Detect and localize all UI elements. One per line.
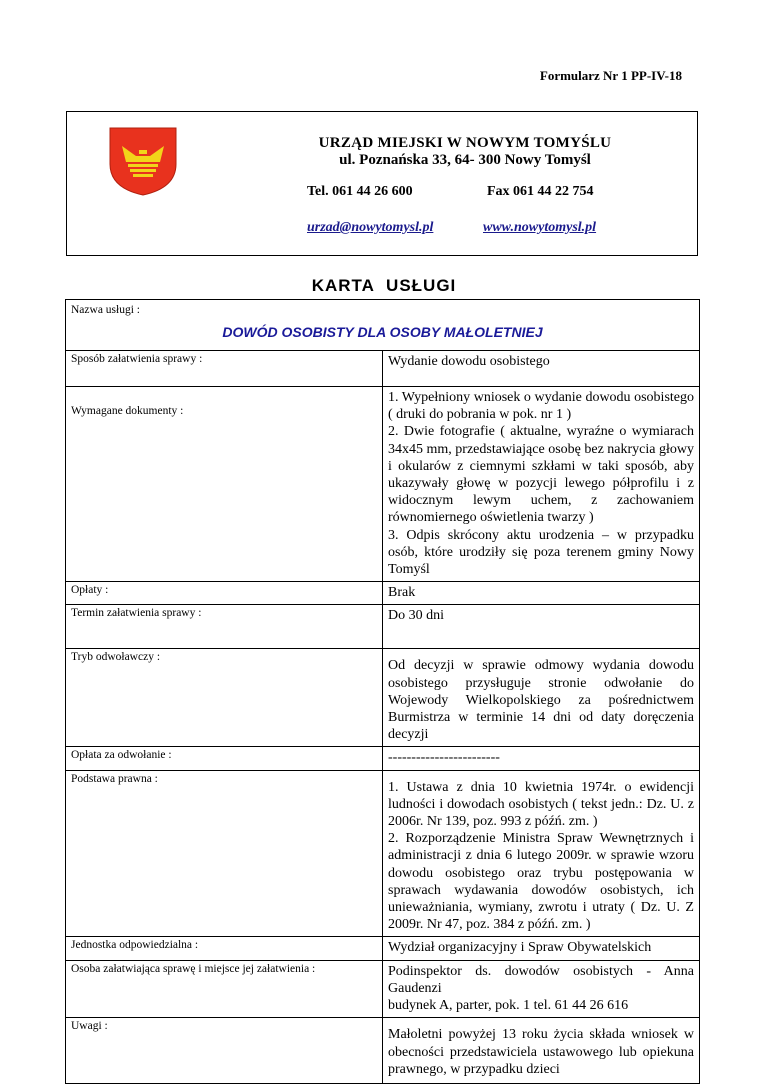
row-label: Jednostka odpowiedzialna : bbox=[66, 937, 383, 960]
row-label: Tryb odwoławczy : bbox=[66, 649, 383, 747]
table-row bbox=[66, 1018, 700, 1084]
office-address: ul. Poznańska 33, 64- 300 Nowy Tomyśl bbox=[339, 152, 591, 168]
table-row bbox=[66, 605, 700, 649]
table-row bbox=[66, 747, 700, 770]
row-value: Wydanie dowodu osobistego bbox=[383, 351, 700, 387]
email-link[interactable]: urzad@nowytomysl.pl bbox=[307, 220, 434, 235]
row-value: Małoletni powyżej 13 roku życia składa wniosek w obecności przedstawiciela ustawowego lub opiekuna prawnego, w przypadku dzieci bbox=[383, 1018, 700, 1084]
row-label: Opłata za odwołanie : bbox=[66, 747, 383, 770]
row-value: Do 30 dni bbox=[383, 605, 700, 649]
service-name-row bbox=[66, 300, 700, 351]
table-row bbox=[66, 770, 700, 937]
row-value: Podinspektor ds. dowodów osobistych - Anna Gaudenzi budynek A, parter, pok. 1 tel. 61 44 26 616 bbox=[383, 960, 700, 1018]
table-row bbox=[66, 351, 700, 387]
service-card-table bbox=[65, 299, 700, 1084]
table-row bbox=[66, 937, 700, 960]
row-label: Wymagane dokumenty : bbox=[66, 387, 383, 582]
table-row bbox=[66, 960, 700, 1018]
row-value: Brak bbox=[383, 582, 700, 605]
office-fax: Fax 061 44 22 754 bbox=[487, 184, 594, 199]
row-label: Sposób załatwienia sprawy : bbox=[66, 351, 383, 387]
coat-of-arms-icon bbox=[106, 124, 180, 198]
office-name: URZĄD MIEJSKI W NOWYM TOMYŚLU bbox=[318, 135, 612, 151]
service-name: DOWÓD OSOBISTY DLA OSOBY MAŁOLETNIEJ bbox=[222, 324, 543, 340]
row-value: 1. Wypełniony wniosek o wydanie dowodu osobistego ( druki do pobrania w pok. nr 1 ) 2. Dwie fotografie ( aktualne, wyraźne o wymiarach 34x45 mm, przedstawiające osobę bez nakrycia głowy i okularów z ciemnymi szkłami w taki sposób, aby ukazywały głowę w pozycji lewego półprofilu i z widocznym lewym uchem, z zachowaniem równomiernego oświetlenia twarzy ) 3. Odpis skrócony aktu urodzenia – w przypadku osób, które urodziły się poza terenem gminy Nowy Tomyśl bbox=[383, 387, 700, 582]
row-label: Podstawa prawna : bbox=[66, 770, 383, 937]
form-number: Formularz Nr 1 PP-IV-18 bbox=[539, 68, 682, 83]
row-value: 1. Ustawa z dnia 10 kwietnia 1974r. o ewidencji ludności i dowodach osobistych ( tekst jedn.: Dz. U. z 2006r. Nr 139, poz. 993 z późń. zm. ) 2. Rozporządzenie Ministra Spraw Wewnętrznych i administracji z dnia 6 lutego 2009r. w sprawie wzoru dowodu osobistego oraz trybu postępowania w sprawach wydawania dowodów osobistych, ich unieważniania, wymiany, zwrotu i utraty ( Dz. U. Z 2009r. Nr 47, poz. 384 z późń. zm. ) bbox=[383, 770, 700, 937]
row-label: Uwagi : bbox=[66, 1018, 383, 1084]
office-tel: Tel. 061 44 26 600 bbox=[307, 184, 413, 199]
row-value: ------------------------ bbox=[383, 747, 700, 770]
table-row bbox=[66, 649, 700, 747]
table-row bbox=[66, 582, 700, 605]
website-link[interactable]: www.nowytomysl.pl bbox=[483, 220, 597, 235]
row-label: Osoba załatwiająca sprawę i miejsce jej załatwienia : bbox=[66, 960, 383, 1018]
page-title: KARTA USŁUGI bbox=[311, 276, 457, 295]
row-label: Termin załatwienia sprawy : bbox=[66, 605, 383, 649]
table-row bbox=[66, 387, 700, 582]
row-value: Wydział organizacyjny i Spraw Obywatelskich bbox=[383, 937, 700, 960]
row-value: Od decyzji w sprawie odmowy wydania dowodu osobistego przysługuje stronie odwołanie do Wojewody Wielkopolskiego za pośrednictwem Burmistrza w terminie 14 dni od daty doręczenia decyzji bbox=[383, 649, 700, 747]
row-label: Opłaty : bbox=[66, 582, 383, 605]
service-label: Nazwa usługi : bbox=[71, 304, 140, 316]
